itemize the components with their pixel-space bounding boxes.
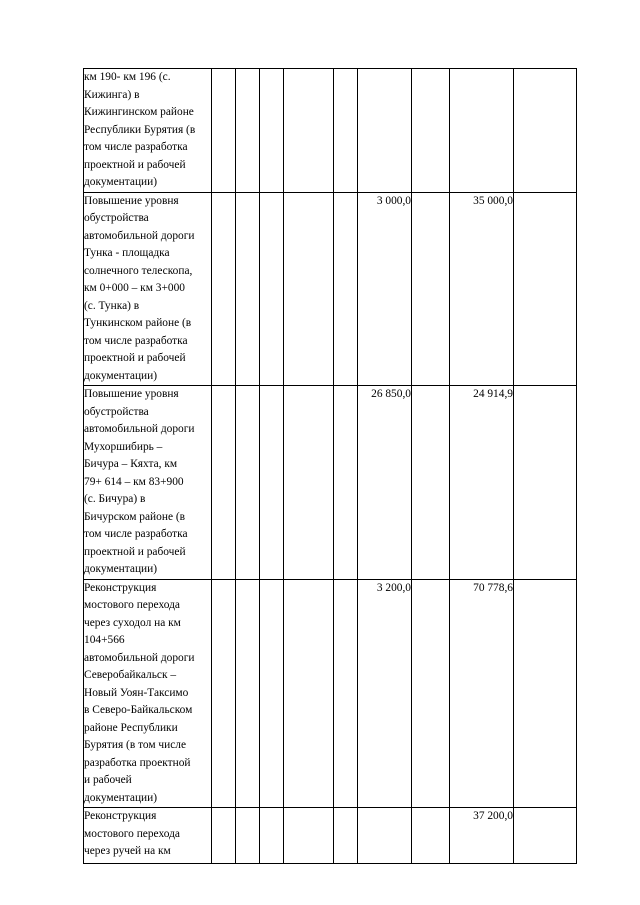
row-value-a: 26 850,0 bbox=[358, 386, 412, 580]
row-value-b: 24 914,9 bbox=[450, 386, 514, 580]
row-description: км 190- км 196 (с. Кижинга) в Кижингинском районе Республики Бурятия (в том числе разработка проектной и рабочей документации) bbox=[84, 69, 212, 193]
table-cell bbox=[236, 192, 260, 386]
table-cell bbox=[514, 192, 577, 386]
table-cell bbox=[260, 386, 284, 580]
table-cell bbox=[334, 69, 358, 193]
table-row bbox=[84, 69, 577, 193]
table-cell bbox=[334, 386, 358, 580]
table-cell bbox=[212, 386, 236, 580]
table-row bbox=[84, 192, 577, 386]
table-cell bbox=[514, 579, 577, 808]
table-cell bbox=[412, 579, 450, 808]
table-cell bbox=[412, 192, 450, 386]
row-value-b bbox=[450, 69, 514, 193]
table-cell bbox=[412, 808, 450, 864]
row-value-b: 35 000,0 bbox=[450, 192, 514, 386]
row-description: Повышение уровня обустройства автомобильной дороги Тунка - площадка солнечного телескопа, км 0+000 – км 3+000 (с. Тунка) в Тункинском районе (в том числе разработка проектной и рабочей документации) bbox=[84, 192, 212, 386]
table-row bbox=[84, 386, 577, 580]
row-description: Реконструкция мостового перехода через ручей на км bbox=[84, 808, 212, 864]
table-cell bbox=[412, 386, 450, 580]
table-cell bbox=[284, 69, 334, 193]
row-description: Реконструкция мостового перехода через суходол на км 104+566 автомобильной дороги Северобайкальск – Новый Уоян-Таксимо в Северо-Байкальском районе Республики Бурятия (в том числе разработка проектной и рабочей документации) bbox=[84, 579, 212, 808]
table-row bbox=[84, 579, 577, 808]
table-cell bbox=[260, 808, 284, 864]
table-cell bbox=[514, 386, 577, 580]
table-cell bbox=[236, 579, 260, 808]
table-cell bbox=[212, 808, 236, 864]
table-cell bbox=[284, 579, 334, 808]
table-row bbox=[84, 808, 577, 864]
table-cell bbox=[236, 808, 260, 864]
row-value-a: 3 000,0 bbox=[358, 192, 412, 386]
table-cell bbox=[334, 579, 358, 808]
table-cell bbox=[412, 69, 450, 193]
row-value-b: 70 778,6 bbox=[450, 579, 514, 808]
table-cell bbox=[284, 386, 334, 580]
row-value-a bbox=[358, 808, 412, 864]
row-value-a: 3 200,0 bbox=[358, 579, 412, 808]
row-value-b: 37 200,0 bbox=[450, 808, 514, 864]
table-cell bbox=[334, 192, 358, 386]
table-cell bbox=[212, 192, 236, 386]
table-cell bbox=[514, 808, 577, 864]
row-description: Повышение уровня обустройства автомобильной дороги Мухоршибирь – Бичура – Кяхта, км 79+ 614 – км 83+900 (с. Бичура) в Бичурском районе (в том числе разработка проектной и рабочей документации) bbox=[84, 386, 212, 580]
table-cell bbox=[284, 192, 334, 386]
table-cell bbox=[212, 69, 236, 193]
table-cell bbox=[334, 808, 358, 864]
table-cell bbox=[260, 579, 284, 808]
table-cell bbox=[260, 192, 284, 386]
table-cell bbox=[236, 69, 260, 193]
table-cell bbox=[260, 69, 284, 193]
budget-table bbox=[83, 68, 577, 864]
table-cell bbox=[284, 808, 334, 864]
table-cell bbox=[212, 579, 236, 808]
row-value-a bbox=[358, 69, 412, 193]
table-cell bbox=[236, 386, 260, 580]
table-cell bbox=[514, 69, 577, 193]
